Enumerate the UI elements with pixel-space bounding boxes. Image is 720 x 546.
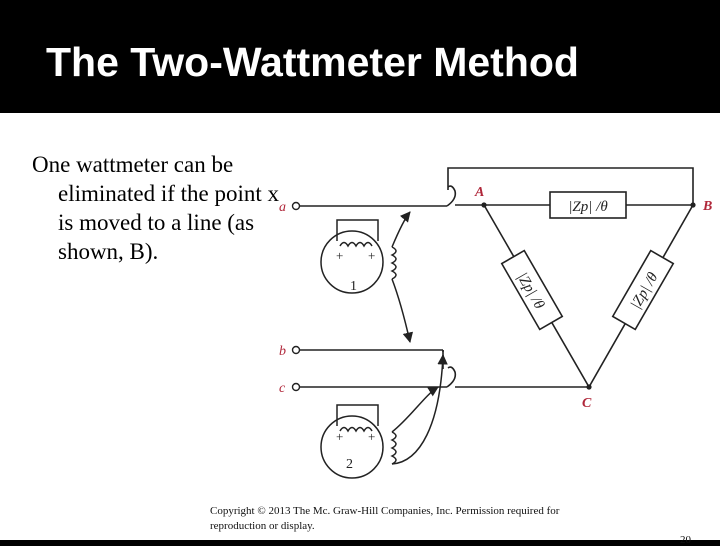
svg-text:|Zp| /θ: |Zp| /θ <box>627 269 662 313</box>
node-B-label: B <box>703 199 713 214</box>
copyright-notice: Copyright © 2013 The Mc. Graw-Hill Companies, Inc. Permission required for reproduction or display. <box>210 505 560 532</box>
impedance-right <box>613 251 674 330</box>
wattmeter-2-plus-a: + <box>336 429 344 444</box>
node-A-label: A <box>475 185 485 200</box>
node-B <box>690 202 695 207</box>
node-C <box>586 384 591 389</box>
wattmeter-2 <box>321 355 443 478</box>
page-number: 20 <box>680 534 691 546</box>
crossover-c <box>447 367 455 387</box>
body-text: One wattmeter can be eliminated if the point x is moved to a line (as shown, B). <box>32 152 280 264</box>
impedance-top <box>550 192 626 218</box>
wattmeter-1-plus-b: + <box>368 248 376 263</box>
terminal-a-dot <box>293 203 300 210</box>
wattmeter-1 <box>321 212 410 342</box>
wattmeter-1-label: 1 <box>350 279 357 294</box>
terminal-c-dot <box>293 384 300 391</box>
terminal-b-dot <box>293 347 300 354</box>
impedance-left <box>502 251 563 330</box>
terminal-b-label: b <box>279 344 286 359</box>
wattmeter-2-label: 2 <box>346 457 353 472</box>
terminal-a-label: a <box>279 200 286 215</box>
svg-text:|Zp| /θ: |Zp| /θ <box>568 199 608 215</box>
svg-text:|Zp| /θ: |Zp| /θ <box>513 269 548 313</box>
node-C-label: C <box>582 396 592 411</box>
terminal-c-label: c <box>279 381 286 396</box>
title-bar <box>0 0 720 113</box>
slide-title: The Two-Wattmeter Method <box>46 39 579 85</box>
slide-content <box>0 113 720 546</box>
node-A <box>481 202 486 207</box>
wattmeter-1-plus-a: + <box>336 248 344 263</box>
wattmeter-2-plus-b: + <box>368 429 376 444</box>
circuit-diagram <box>0 113 720 540</box>
